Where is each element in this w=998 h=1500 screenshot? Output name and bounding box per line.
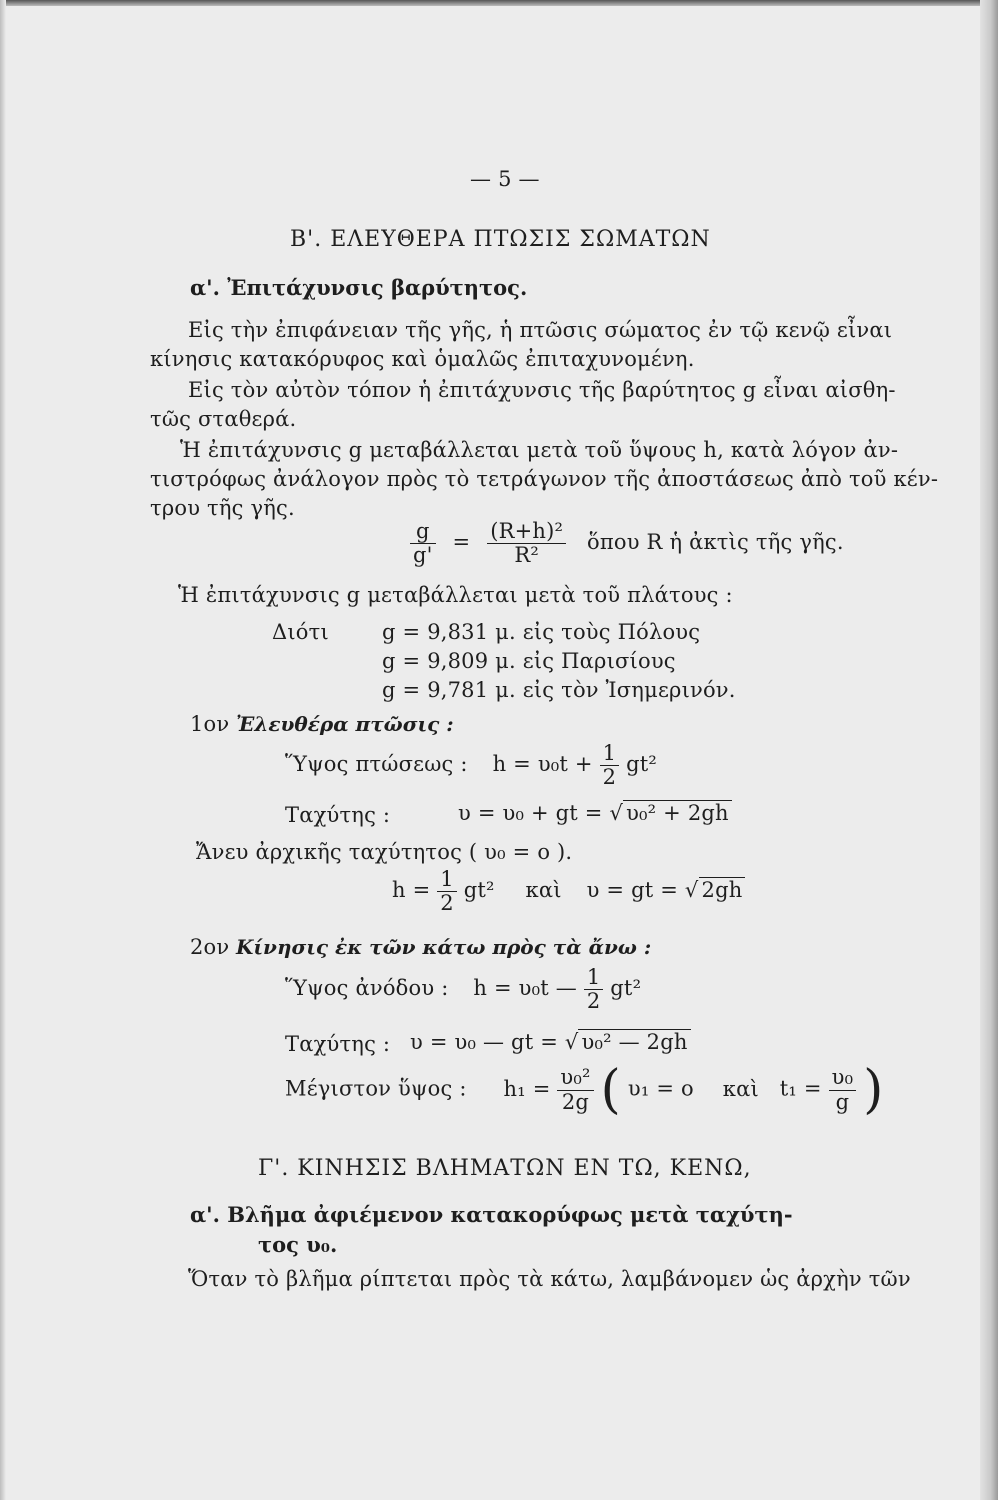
subsection-a-title: α'. Ἐπιτάχυνσις βαρύτητος. bbox=[190, 275, 528, 300]
no-init-kai: καὶ bbox=[525, 878, 562, 903]
section-g-subsection: α'. Βλῆμα ἀφιέμενον κατακορύφως μετὰ ταχύτη- bbox=[190, 1202, 793, 1227]
paragraph-line: Ὅταν τὸ βλῆμα ρίπτεται πρὸς τὰ κάτω, λαμβάνομεν ὡς ἀρχὴν τῶν bbox=[188, 1267, 911, 1291]
paragraph-line: τῶς σταθερά. bbox=[150, 407, 297, 431]
rise-formula bbox=[285, 966, 641, 1013]
frac-num: υ₀² bbox=[557, 1066, 593, 1090]
frac-num: 1 bbox=[437, 868, 457, 892]
frac-num: 1 bbox=[600, 742, 620, 766]
paragraph-line: Ἡ ἐπιτάχυνσις g μεταβάλλεται μετὰ τοῦ πλάτους : bbox=[178, 583, 733, 607]
max-height-formula bbox=[285, 1060, 884, 1120]
section-g-subsection-cont: τος υ₀. bbox=[258, 1232, 338, 1257]
height-fall-lhs: h = υ₀t + bbox=[492, 752, 593, 777]
paragraph-line: κίνησις κατακόρυφος καὶ ὁμαλῶς ἐπιταχυνομένη. bbox=[150, 347, 695, 371]
height-fall-label: Ὕψος πτώσεως : bbox=[285, 752, 468, 777]
speed-radicand: υ₀² + 2gh bbox=[623, 800, 732, 825]
no-init-formula bbox=[392, 868, 745, 915]
section-b-title: Β'. ΕΛΕΥΘΕΡΑ ΠΤΩΣΙΣ ΣΩΜΑΤΩΝ bbox=[290, 227, 711, 252]
ratio-rhs-num: (R+h)² bbox=[487, 520, 566, 544]
rise-lhs: h = υ₀t — bbox=[473, 976, 577, 1001]
g-value-line: g = 9,831 μ. εἰς τοὺς Πόλους bbox=[382, 620, 701, 644]
ratio-lhs-num: g bbox=[410, 520, 436, 544]
max-label: Μέγιστον ὕψος : bbox=[285, 1076, 467, 1101]
speed2-radicand: υ₀² — 2gh bbox=[578, 1029, 690, 1054]
max-kai: καὶ bbox=[722, 1076, 759, 1101]
close-paren: ) bbox=[863, 1060, 884, 1120]
height-fall-formula bbox=[285, 742, 657, 789]
rise-tail: gt² bbox=[610, 976, 642, 1001]
frac-den: 2 bbox=[586, 989, 601, 1014]
max-cond2: t₁ = bbox=[779, 1076, 822, 1101]
frac-num: υ₀ bbox=[829, 1066, 857, 1090]
speed-label: Ταχύτης : bbox=[285, 803, 391, 827]
no-init-lhs: h = bbox=[392, 878, 431, 903]
second-case-label: 2ον bbox=[190, 935, 230, 959]
frac-den: 2g bbox=[561, 1089, 590, 1114]
speed2-lhs: υ = υ₀ — gt = bbox=[410, 1030, 565, 1054]
paragraph-line: τιστρόφως ἀνάλογον πρὸς τὸ τετράγωνον τῆς ἀποστάσεως ἀπὸ τοῦ κέν- bbox=[150, 467, 939, 491]
paragraph-line: τρου τῆς γῆς. bbox=[150, 496, 295, 520]
dioti-label: Διότι bbox=[272, 620, 329, 644]
g-value-line: g = 9,781 μ. εἰς τὸν Ἰσημερινόν. bbox=[382, 678, 736, 702]
g-value-line: g = 9,809 μ. εἰς Παρισίους bbox=[382, 649, 676, 673]
max-lhs: h₁ = bbox=[503, 1076, 551, 1101]
ratio-lhs-den: g' bbox=[413, 543, 433, 568]
ratio-note: ὅπου R ἡ ἀκτὶς τῆς γῆς. bbox=[587, 530, 844, 555]
frac-den: 2 bbox=[440, 891, 454, 916]
height-fall-tail: gt² bbox=[626, 752, 657, 777]
open-paren: ( bbox=[600, 1060, 621, 1120]
frac-num: 1 bbox=[584, 966, 604, 990]
no-init-speed-line: Ἄνευ ἀρχικῆς ταχύτητος ( υ₀ = ο ). bbox=[196, 840, 573, 864]
no-init-v: υ = gt = bbox=[586, 878, 685, 903]
page-right-edge bbox=[980, 0, 998, 1500]
frac-den: g bbox=[835, 1089, 850, 1114]
ratio-formula bbox=[410, 520, 844, 567]
page-left-edge bbox=[0, 0, 6, 1500]
speed2-formula bbox=[410, 1030, 691, 1054]
no-init-gt: gt² bbox=[463, 878, 495, 903]
first-case-label: 1ον bbox=[190, 712, 230, 736]
speed2-label: Ταχύτης : bbox=[285, 1032, 391, 1056]
sqrt-symbol: √ 2gh bbox=[685, 878, 746, 902]
sqrt-symbol: √ υ₀² — 2gh bbox=[565, 1030, 691, 1054]
page-number: — 5 — bbox=[470, 167, 540, 191]
frac-den: 2 bbox=[602, 765, 617, 790]
sqrt-symbol: √ υ₀² + 2gh bbox=[609, 801, 731, 825]
ratio-eq: = bbox=[452, 530, 471, 555]
paragraph-line: Εἰς τὸν αὐτὸν τόπον ἡ ἐπιτάχυνσις τῆς βαρύτητος g εἶναι αἰσθη- bbox=[188, 378, 896, 402]
ratio-rhs-den: R² bbox=[514, 543, 539, 568]
page-top-edge bbox=[0, 0, 998, 6]
no-init-radicand: 2gh bbox=[699, 877, 746, 902]
paragraph-line: Ἡ ἐπιτάχυνσις g μεταβάλλεται μετὰ τοῦ ὕψους h, κατὰ λόγον ἀν- bbox=[180, 438, 899, 462]
paragraph-line: Εἰς τὴν ἐπιφάνειαν τῆς γῆς, ἡ πτῶσις σώματος ἐν τῷ κενῷ εἶναι bbox=[188, 318, 893, 342]
rise-label: Ὕψος ἀνόδου : bbox=[285, 976, 449, 1001]
first-case-title: Ἐλευθέρα πτῶσις : bbox=[236, 712, 454, 736]
second-case-title: Κίνησις ἐκ τῶν κάτω πρὸς τὰ ἄνω : bbox=[236, 935, 652, 959]
section-g-title: Γ'. ΚΙΝΗΣΙΣ ΒΛΗΜΑΤΩΝ ΕΝ ΤΩ, ΚΕΝΩ, bbox=[258, 1156, 752, 1181]
speed-lhs: υ = υ₀ + gt = bbox=[458, 801, 610, 825]
max-cond1: υ₁ = ο bbox=[627, 1076, 694, 1101]
speed-formula bbox=[458, 801, 732, 825]
